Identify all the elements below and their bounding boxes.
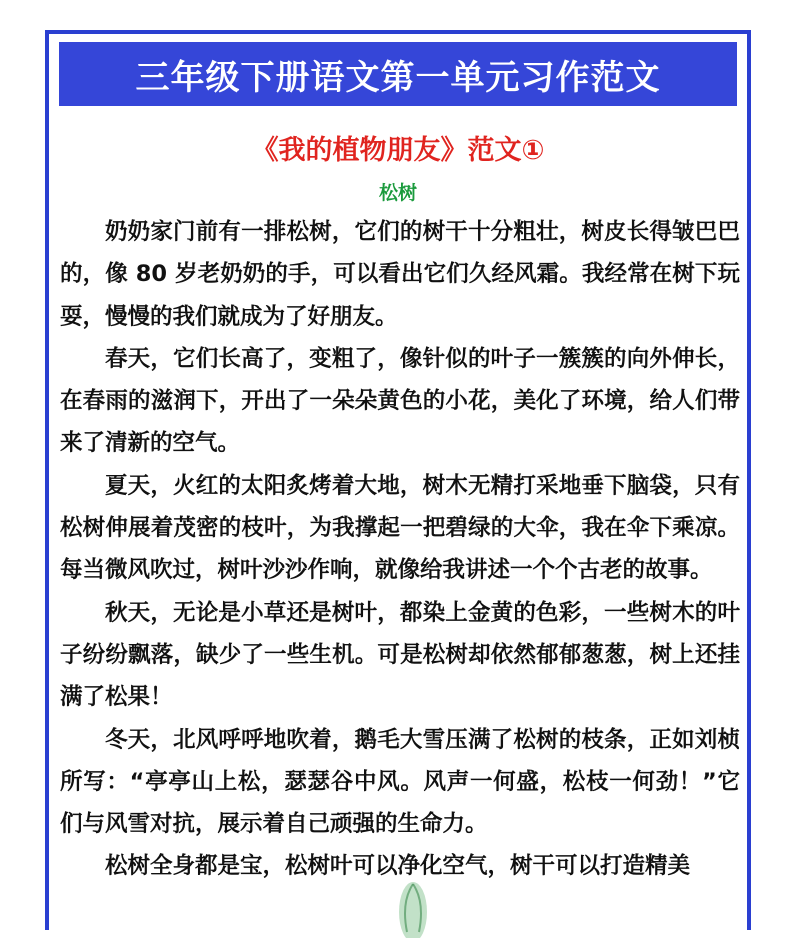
paragraph-winter: 冬天，北风呼呼地吹着，鹅毛大雪压满了松树的枝条，正如刘桢所写：“亭亭山上松，瑟瑟谷中风。风声一何盛，松枝一何劲！”它们与风雪对抗，展示着自己顽强的生命力。 [60,726,740,838]
banner-title: 三年级下册语文第一单元习作范文 [135,57,661,98]
paragraph-intro: 奶奶家门前有一排松树，它们的树干十分粗壮，树皮长得皱巴巴的，像 80 岁老奶奶的手，可以看出它们久经风霜。我经常在树下玩耍，慢慢的我们就成为了好朋友。 [60,219,740,330]
paragraph-autumn: 秋天，无论是小草还是树叶，都染上金黄的色彩，一些树木的叶子纷纷飘落，缺少了一些生机。可是松树却依然郁郁葱葱，树上还挂满了松果！ [60,599,740,711]
paragraph-spring: 春天，它们长高了，变粗了，像针似的叶子一簇簇的向外伸长，在春雨的滋润下，开出了一朵朵黄色的小花，美化了环境，给人们带来了清新的空气。 [60,345,740,457]
document-frame [45,30,751,930]
essay-body [60,211,740,888]
paragraph-value: 松树全身都是宝，松树叶可以净化空气，树干可以打造精美 [105,853,691,880]
essay-title: 《我的植物朋友》范文① [251,135,545,166]
header-banner [59,42,737,106]
paragraph-summer: 夏天，火红的太阳炙烤着大地，树木无精打采地垂下脑袋，只有松树伸展着茂密的枝叶，为我撑起一把碧绿的大伞，我在伞下乘凉。每当微风吹过，树叶沙沙作响，就像给我讲述一个个古老的故事。 [60,472,740,584]
essay-subtitle: 松树 [378,182,417,204]
plant-decoration-icon [391,872,435,938]
